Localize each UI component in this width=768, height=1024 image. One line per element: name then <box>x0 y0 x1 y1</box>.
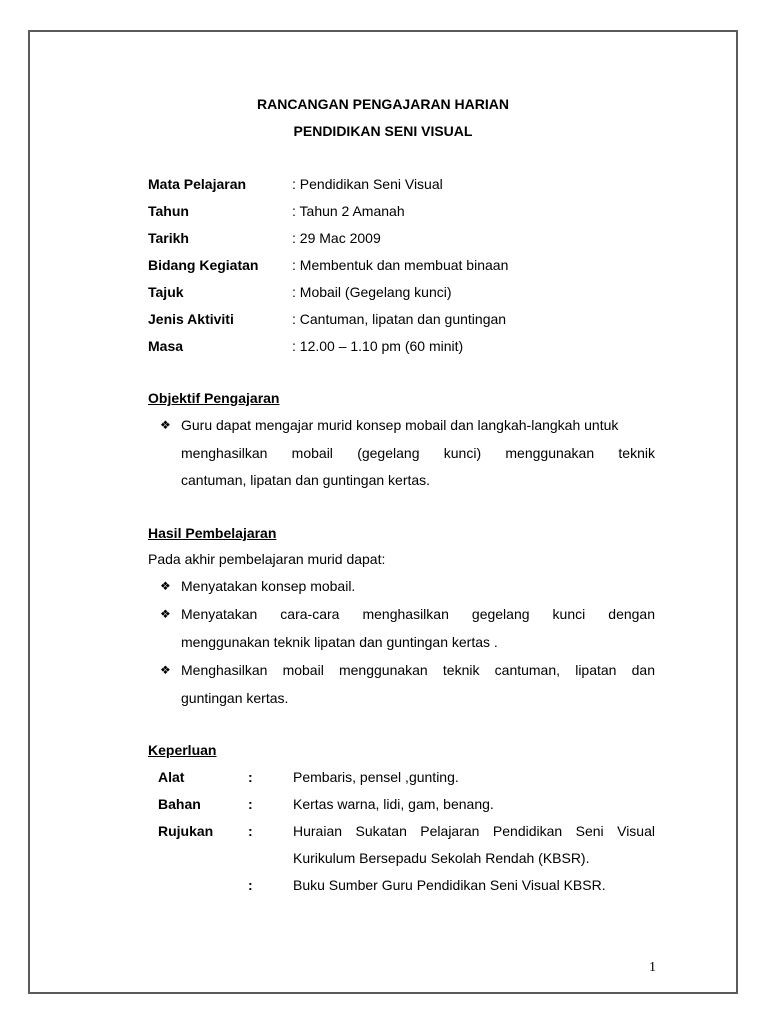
keperluan-colon: : <box>248 877 253 893</box>
info-value: : 12.00 – 1.10 pm (60 minit) <box>292 338 464 354</box>
hasil-item: Menghasilkan mobail menggunakan teknik cantuman, lipatan dan <box>181 662 655 678</box>
info-label: Tahun <box>148 203 189 219</box>
keperluan-value: Kertas warna, lidi, gam, benang. <box>293 796 494 812</box>
objektif-text: menghasilkan mobail (gegelang kunci) menggunakan teknik <box>181 445 655 461</box>
keperluan-value: Kurikulum Bersepadu Sekolah Rendah (KBSR). <box>293 850 590 866</box>
info-label: Jenis Aktiviti <box>148 311 234 327</box>
keperluan-value: Pembaris, pensel ,gunting. <box>293 769 459 785</box>
info-value: : 29 Mac 2009 <box>292 230 381 246</box>
document-subtitle: PENDIDIKAN SENI VISUAL <box>293 123 473 139</box>
objektif-text: Guru dapat mengajar murid konsep mobail dan langkah-langkah untuk <box>181 417 619 433</box>
info-label: Masa <box>148 338 184 354</box>
bullet-icon: ❖ <box>160 663 171 677</box>
keperluan-colon: : <box>248 769 253 785</box>
info-value: : Tahun 2 Amanah <box>292 203 405 219</box>
info-label: Tarikh <box>148 230 189 246</box>
hasil-item: Menyatakan konsep mobail. <box>181 578 356 594</box>
keperluan-label: Rujukan <box>158 823 214 839</box>
section-heading-objektif: Objektif Pengajaran <box>148 390 280 406</box>
info-value: : Cantuman, lipatan dan guntingan <box>292 311 507 327</box>
hasil-item: guntingan kertas. <box>181 690 289 706</box>
document-title: RANCANGAN PENGAJARAN HARIAN <box>256 96 509 112</box>
keperluan-value: Huraian Sukatan Pelajaran Pendidikan Seni Visual <box>293 823 655 839</box>
page-number: 1 <box>649 960 656 975</box>
keperluan-value: Buku Sumber Guru Pendidikan Seni Visual KBSR. <box>293 877 606 893</box>
section-heading-keperluan: Keperluan <box>148 742 217 758</box>
info-label: Mata Pelajaran <box>148 176 247 192</box>
bullet-icon: ❖ <box>160 418 171 432</box>
hasil-item: Menyatakan cara-cara menghasilkan gegelang kunci dengan <box>181 606 655 622</box>
info-label: Tajuk <box>148 284 184 300</box>
bullet-icon: ❖ <box>160 607 171 621</box>
info-value: : Mobail (Gegelang kunci) <box>292 284 452 300</box>
info-value: : Membentuk dan membuat binaan <box>292 257 509 273</box>
keperluan-label: Alat <box>158 769 185 785</box>
section-heading-hasil: Hasil Pembelajaran <box>148 525 277 541</box>
keperluan-label: Bahan <box>158 796 201 812</box>
bullet-icon: ❖ <box>160 579 171 593</box>
info-value: : Pendidikan Seni Visual <box>292 176 443 192</box>
keperluan-colon: : <box>248 796 253 812</box>
document-page <box>28 30 738 994</box>
info-label: Bidang Kegiatan <box>148 257 259 273</box>
hasil-item: menggunakan teknik lipatan dan guntingan kertas . <box>181 634 498 650</box>
keperluan-colon: : <box>248 823 253 839</box>
hasil-intro: Pada akhir pembelajaran murid dapat: <box>148 551 386 567</box>
objektif-text: cantuman, lipatan dan guntingan kertas. <box>181 472 431 488</box>
